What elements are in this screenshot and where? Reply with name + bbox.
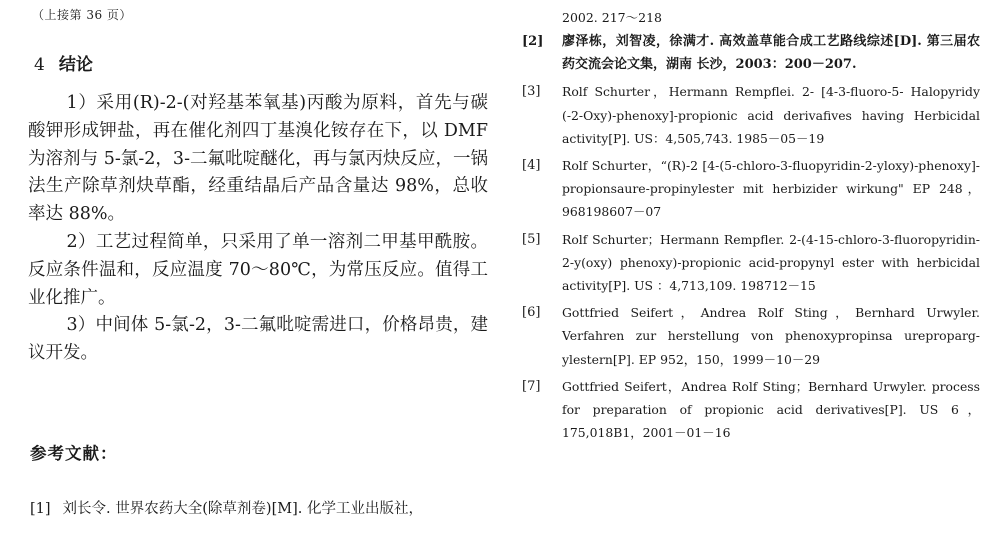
continued-from-note: （上接第 36 页） [32, 8, 132, 22]
reference-item [522, 228, 980, 298]
reference-list [522, 30, 980, 448]
reference-item [522, 30, 980, 76]
reference-continuation: 2002. 217～218 [562, 10, 662, 25]
conclusion-paragraph: 1）采用(R)-2-(对羟基苯氧基)丙酸为原料，首先与碳酸钾形成钾盐，再在催化剂四丁基溴化铵存在下，以 DMF 为溶剂与 5-氯-2，3-二氟吡啶醚化，再与氯丙炔反应，一锅法生产除草剂炔草酯，经重结晶后产品含量达 98%，总收率达 88%。 [28, 93, 488, 225]
conclusion-paragraph: 3）中间体 5-氯-2，3-二氟吡啶需进口，价格昂贵，建议开发。 [28, 315, 488, 364]
reference-number: [3] [522, 84, 541, 100]
section-heading [34, 50, 93, 75]
reference-text: Gottfried Seifert，Andrea Rolf Sting，Bernhard Urwyler. Verfahren zur herstellung von phenoxypropinsa ureproparg-ylestern[P]. EP 952，150，1999－10－29 [562, 305, 980, 367]
reference-text: Rolf Schurter，Hermann Rempflei. 2- [4-3-fluoro-5- Halopyridy (-2-Oxy)-phenoxy]-propionic acid derivafives having Herbicidal activity[P]. US：4,505,743. 1985－05－19 [562, 84, 980, 146]
reference-text: 刘长令. 世界农药大全(除草剂卷)[M]. 化学工业出版社， [62, 501, 423, 517]
section-title: 结论 [58, 55, 93, 75]
reference-text: Rolf Schurter，“(R)-2 [4-(5-chloro-3-fluopyridin-2-yloxy)-phenoxy]- propionsaure-propinylester mit herbizider wirkung" EP 248，968198607－07 [562, 158, 980, 220]
section-number: 4 [34, 55, 45, 75]
reference-item [522, 375, 980, 445]
reference-text: Gottfried Seifert，Andrea Rolf Sting；Bernhard Urwyler. process for preparation of propionic acid derivatives[P]. US 6，175,018B1，2001－01－16 [562, 378, 980, 441]
reference-item [522, 80, 980, 150]
conclusion-paragraph: 2）工艺过程简单，只采用了单一溶剂二甲基甲酰胺。反应条件温和，反应温度 70～80℃，为常压反应。值得工业化推广。 [28, 231, 488, 308]
reference-item [30, 497, 500, 518]
conclusions-body [28, 90, 488, 368]
reference-number: [2] [522, 34, 544, 49]
reference-text: Rolf Schurter；Hermann Rempfler. 2-(4-15-chloro-3-fluoropyridin-2-y(oxy) phenoxy)-propionic acid-propynyl ester with herbicidal activity[P]. US ：4,713,109. 198712－15 [562, 231, 980, 294]
references-heading: 参考文献： [30, 444, 118, 463]
reference-number: [7] [522, 378, 541, 394]
reference-number: [6] [522, 305, 541, 321]
reference-number: [5] [522, 231, 541, 247]
reference-item [522, 301, 980, 371]
reference-number: [1] [30, 501, 51, 517]
reference-item [522, 154, 980, 224]
reference-text: 廖泽栋，刘智凌，徐满才. 高效盖草能合成工艺路线综述[D]. 第三届农药交流会论文集，湖南 长沙，2003：200－207. [562, 34, 980, 73]
reference-number: [4] [522, 158, 541, 174]
